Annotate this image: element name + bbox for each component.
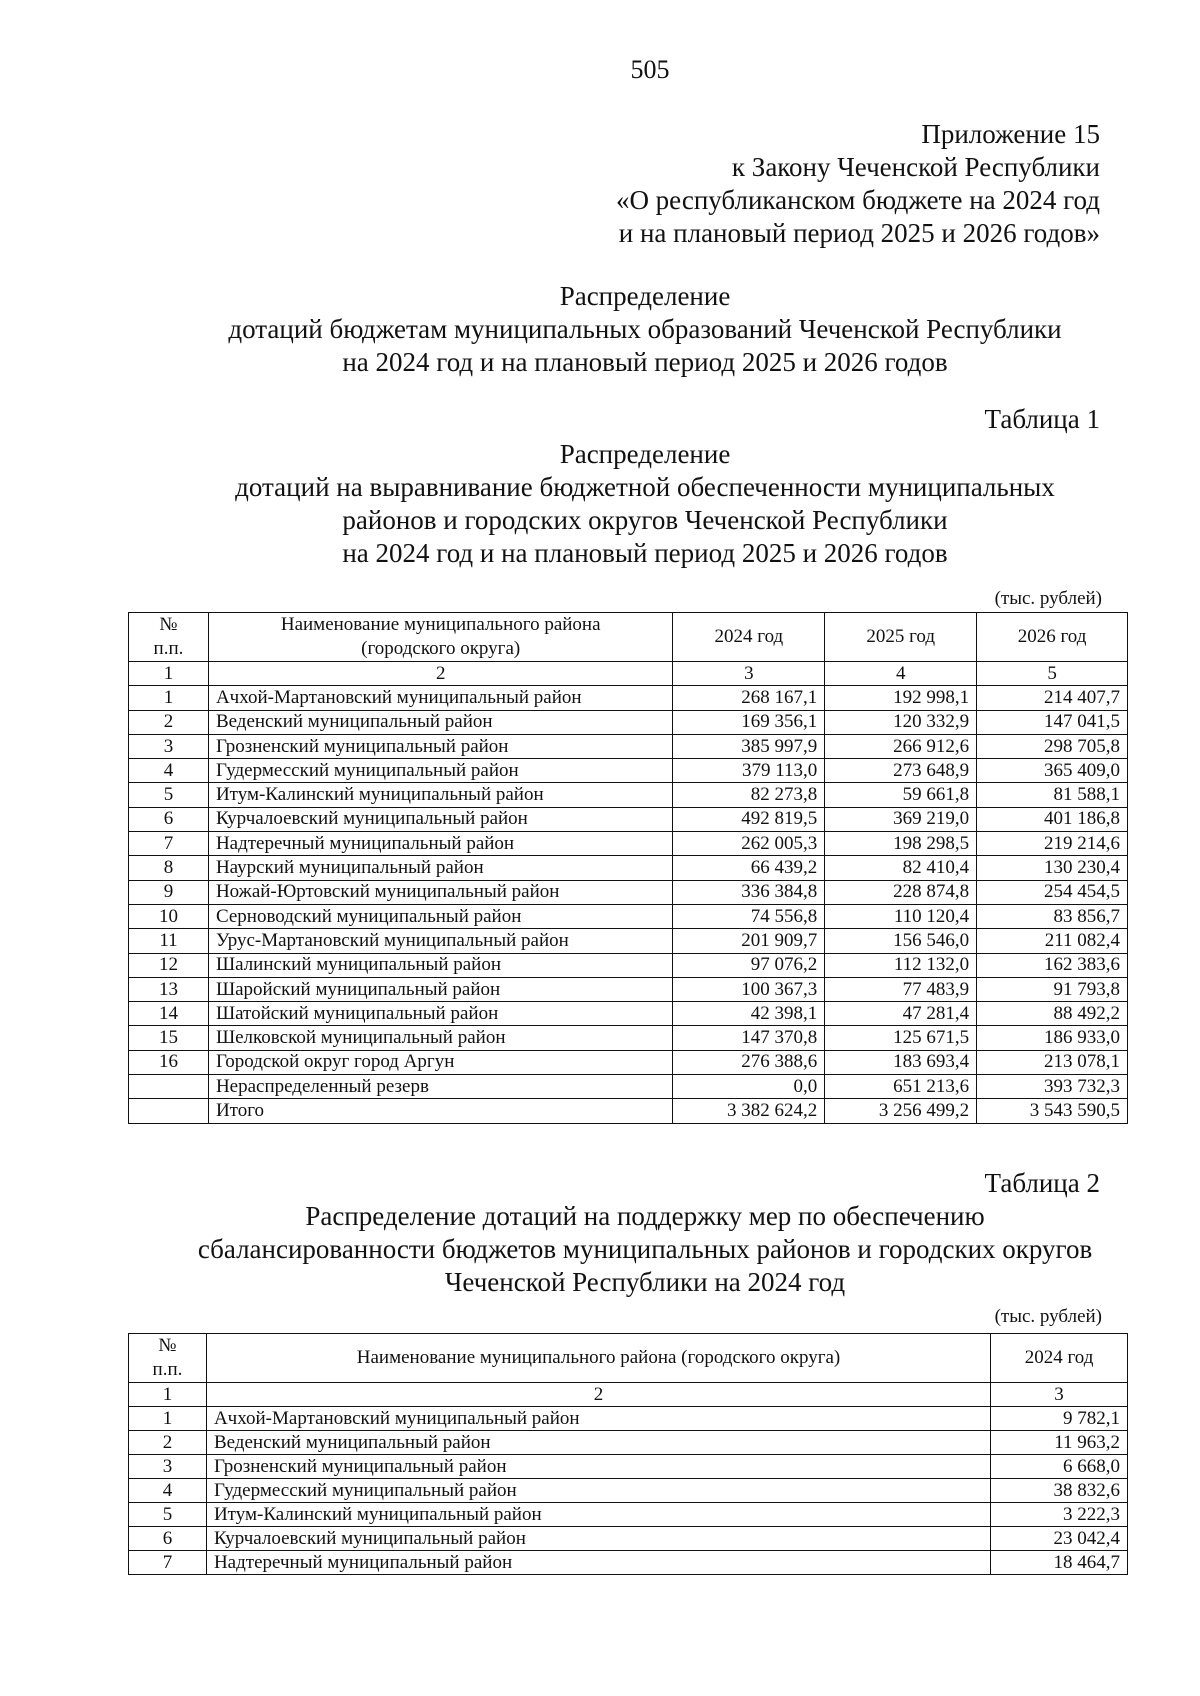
table-cell: 2 (129, 1431, 207, 1455)
table-row (129, 904, 1128, 928)
table-cell: 4 (129, 759, 209, 783)
table-cell: 186 933,0 (977, 1026, 1128, 1050)
table-cell: 162 383,6 (977, 953, 1128, 977)
table-cell: 0,0 (673, 1075, 825, 1099)
table-cell: 268 167,1 (673, 686, 825, 710)
column-number-row (129, 1383, 1128, 1407)
appendix-header (616, 118, 1100, 250)
table-cell: 11 963,2 (991, 1431, 1128, 1455)
table-cell: Наурский муниципальный район (208, 856, 673, 880)
table-cell: 401 186,8 (977, 807, 1128, 831)
table-cell: 6 668,0 (991, 1455, 1128, 1479)
table-cell: 74 556,8 (673, 904, 825, 928)
table-cell: Ачхой-Мартановский муниципальный район (206, 1407, 990, 1431)
table-cell: 3 222,3 (991, 1503, 1128, 1527)
table-row (129, 807, 1128, 831)
table2-label: Таблица 2 (984, 1168, 1100, 1198)
column-number-cell: 2 (208, 662, 673, 686)
table-cell: 66 439,2 (673, 856, 825, 880)
appendix-line: Приложение 15 (921, 119, 1100, 149)
table-cell: 183 693,4 (825, 1050, 977, 1074)
table-cell: 81 588,1 (977, 783, 1128, 807)
table-cell: 18 464,7 (991, 1551, 1128, 1575)
table-cell: 219 214,6 (977, 832, 1128, 856)
table-cell: 11 (129, 929, 209, 953)
title-line: Распределение дотаций на поддержку мер по обеспечению (305, 1201, 985, 1231)
table-row (129, 977, 1128, 1001)
table-cell: 110 120,4 (825, 904, 977, 928)
table2 (128, 1333, 1128, 1575)
table1-title (120, 438, 1170, 570)
table-cell: Курчалоевский муниципальный район (206, 1527, 990, 1551)
table-cell: 6 (129, 807, 209, 831)
table-row (129, 1551, 1128, 1575)
table-row (129, 1527, 1128, 1551)
header-name: Наименование муниципального района (городского округа) (206, 1334, 990, 1383)
table-cell: 201 909,7 (673, 929, 825, 953)
table2-units: (тыс. рублей) (994, 1306, 1102, 1327)
title-line: на 2024 год и на плановый период 2025 и 2026 годов (342, 347, 948, 377)
title-line: Распределение (559, 281, 731, 311)
title-line: на 2024 год и на плановый период 2025 и 2026 годов (342, 538, 948, 568)
table-cell: Шелковской муниципальный район (208, 1026, 673, 1050)
table-cell: Гудермесский муниципальный район (208, 759, 673, 783)
table-row (129, 1075, 1128, 1099)
table-row (129, 1099, 1128, 1123)
table-cell: 393 732,3 (977, 1075, 1128, 1099)
table-cell: Урус-Мартановский муниципальный район (208, 929, 673, 953)
page-number: 505 (630, 55, 670, 84)
column-number-cell: 1 (129, 662, 209, 686)
table-cell: 2 (129, 710, 209, 734)
table-row (129, 783, 1128, 807)
table-cell (129, 1099, 209, 1123)
table-cell: 77 483,9 (825, 977, 977, 1001)
table1 (128, 612, 1128, 1124)
table1-header-row (129, 613, 1128, 662)
table-cell: 4 (129, 1479, 207, 1503)
header-num (129, 1334, 207, 1383)
appendix-line: «О республиканском бюджете на 2024 год (615, 185, 1100, 215)
header-2024: 2024 год (991, 1334, 1128, 1383)
table-cell: 13 (129, 977, 209, 1001)
table-cell: 276 388,6 (673, 1050, 825, 1074)
table-cell: 228 874,8 (825, 880, 977, 904)
table-cell: Грозненский муниципальный район (206, 1455, 990, 1479)
table-row (129, 1503, 1128, 1527)
table-cell: 15 (129, 1026, 209, 1050)
table1-label: Таблица 1 (984, 404, 1100, 434)
table-cell: 5 (129, 1503, 207, 1527)
table-cell: 365 409,0 (977, 759, 1128, 783)
table-cell: 213 078,1 (977, 1050, 1128, 1074)
table-cell: 1 (129, 1407, 207, 1431)
table-cell: 211 082,4 (977, 929, 1128, 953)
table-cell: 130 230,4 (977, 856, 1128, 880)
table-cell: 120 332,9 (825, 710, 977, 734)
column-number-cell: 4 (825, 662, 977, 686)
table-cell: 147 041,5 (977, 710, 1128, 734)
table-cell: 651 213,6 (825, 1075, 977, 1099)
table-cell: Веденский муниципальный район (208, 710, 673, 734)
table-cell: 88 492,2 (977, 1002, 1128, 1026)
table-cell: Ачхой-Мартановский муниципальный район (208, 686, 673, 710)
table-cell: 273 648,9 (825, 759, 977, 783)
table-row (129, 1026, 1128, 1050)
table-row (129, 929, 1128, 953)
table-cell: 385 997,9 (673, 734, 825, 758)
column-number-row (129, 662, 1128, 686)
table-cell: 14 (129, 1002, 209, 1026)
header-2026: 2026 год (977, 613, 1128, 662)
title-line: дотаций на выравнивание бюджетной обеспеченности муниципальных (235, 472, 1055, 502)
table-cell: Веденский муниципальный район (206, 1431, 990, 1455)
table-cell: 266 912,6 (825, 734, 977, 758)
table-cell: Серноводский муниципальный район (208, 904, 673, 928)
table-cell: 298 705,8 (977, 734, 1128, 758)
table-cell: 42 398,1 (673, 1002, 825, 1026)
table-cell: 125 671,5 (825, 1026, 977, 1050)
table-cell: 23 042,4 (991, 1527, 1128, 1551)
table-cell: 3 (129, 734, 209, 758)
table-cell: 214 407,7 (977, 686, 1128, 710)
table-cell: 3 543 590,5 (977, 1099, 1128, 1123)
table-cell: 10 (129, 904, 209, 928)
table-cell: 9 782,1 (991, 1407, 1128, 1431)
column-number-cell: 5 (977, 662, 1128, 686)
table-row (129, 880, 1128, 904)
table-cell: Гудермесский муниципальный район (206, 1479, 990, 1503)
table-row (129, 759, 1128, 783)
header-num-text: № п.п. (152, 1335, 183, 1380)
table-cell: Городской округ город Аргун (208, 1050, 673, 1074)
table-cell: 9 (129, 880, 209, 904)
table-cell: 91 793,8 (977, 977, 1128, 1001)
table-cell: 97 076,2 (673, 953, 825, 977)
table-row (129, 1002, 1128, 1026)
title-line: сбалансированности бюджетов муниципальных районов и городских округов (197, 1234, 1093, 1264)
table-cell: Надтеречный муниципальный район (206, 1551, 990, 1575)
table-row (129, 1407, 1128, 1431)
table-row (129, 710, 1128, 734)
table-row (129, 856, 1128, 880)
table-cell: Курчалоевский муниципальный район (208, 807, 673, 831)
table-cell: Ножай-Юртовский муниципальный район (208, 880, 673, 904)
column-number-cell: 3 (991, 1383, 1128, 1407)
table-cell: Шатойский муниципальный район (208, 1002, 673, 1026)
table-row (129, 1431, 1128, 1455)
header-name-line: Наименование муниципального района (280, 614, 601, 635)
table-cell: Итум-Калинский муниципальный район (206, 1503, 990, 1527)
table-cell: 379 113,0 (673, 759, 825, 783)
table-cell: Нераспределенный резерв (208, 1075, 673, 1099)
table-cell: Надтеречный муниципальный район (208, 832, 673, 856)
table-cell: 112 132,0 (825, 953, 977, 977)
header-2025: 2025 год (825, 613, 977, 662)
document-title (120, 280, 1170, 379)
title-line: Распределение (559, 439, 731, 469)
table-row (129, 1479, 1128, 1503)
table1-units: (тыс. рублей) (994, 588, 1102, 609)
table-cell: 83 856,7 (977, 904, 1128, 928)
table-cell: 7 (129, 1551, 207, 1575)
table-cell: 8 (129, 856, 209, 880)
table-cell: 262 005,3 (673, 832, 825, 856)
table-cell: 369 219,0 (825, 807, 977, 831)
table-cell: 12 (129, 953, 209, 977)
table-cell: 100 367,3 (673, 977, 825, 1001)
table-row (129, 1050, 1128, 1074)
table-cell: Итум-Калинский муниципальный район (208, 783, 673, 807)
title-line: дотаций бюджетам муниципальных образований Чеченской Республики (228, 314, 1062, 344)
table2-title (120, 1200, 1170, 1299)
table-row (129, 953, 1128, 977)
header-name (208, 613, 673, 662)
title-line: районов и городских округов Чеченской Республики (342, 505, 948, 535)
table-cell: 3 256 499,2 (825, 1099, 977, 1123)
appendix-line: и на плановый период 2025 и 2026 годов» (618, 218, 1100, 248)
header-name-line: (городского округа) (361, 638, 521, 659)
table-cell: 82 273,8 (673, 783, 825, 807)
table-cell: 6 (129, 1527, 207, 1551)
column-number-cell: 3 (673, 662, 825, 686)
table-cell: 147 370,8 (673, 1026, 825, 1050)
table-cell: 156 546,0 (825, 929, 977, 953)
column-number-cell: 2 (206, 1383, 990, 1407)
table-cell: 16 (129, 1050, 209, 1074)
column-number-cell: 1 (129, 1383, 207, 1407)
table-row (129, 686, 1128, 710)
table-cell: 492 819,5 (673, 807, 825, 831)
table-row (129, 734, 1128, 758)
appendix-line: к Закону Чеченской Республики (731, 152, 1100, 182)
table-cell: 254 454,5 (977, 880, 1128, 904)
table-cell: 192 998,1 (825, 686, 977, 710)
table-cell: 7 (129, 832, 209, 856)
table-cell: 3 382 624,2 (673, 1099, 825, 1123)
table-row (129, 832, 1128, 856)
header-2024: 2024 год (673, 613, 825, 662)
table-cell (129, 1075, 209, 1099)
table-cell: 1 (129, 686, 209, 710)
table-cell: 198 298,5 (825, 832, 977, 856)
table-cell: 5 (129, 783, 209, 807)
table-cell: 38 832,6 (991, 1479, 1128, 1503)
table2-header-row (129, 1334, 1128, 1383)
header-num-text: № п.п. (153, 614, 184, 659)
table-cell: 82 410,4 (825, 856, 977, 880)
table-cell: 169 356,1 (673, 710, 825, 734)
table-cell: 47 281,4 (825, 1002, 977, 1026)
table-cell: Шалинский муниципальный район (208, 953, 673, 977)
title-line: Чеченской Республики на 2024 год (444, 1267, 846, 1297)
header-num (129, 613, 209, 662)
table-cell: Шаройский муниципальный район (208, 977, 673, 1001)
table-cell: Грозненский муниципальный район (208, 734, 673, 758)
table-cell: 59 661,8 (825, 783, 977, 807)
table-cell: 336 384,8 (673, 880, 825, 904)
table-cell: Итого (208, 1099, 673, 1123)
table-cell: 3 (129, 1455, 207, 1479)
table-row (129, 1455, 1128, 1479)
